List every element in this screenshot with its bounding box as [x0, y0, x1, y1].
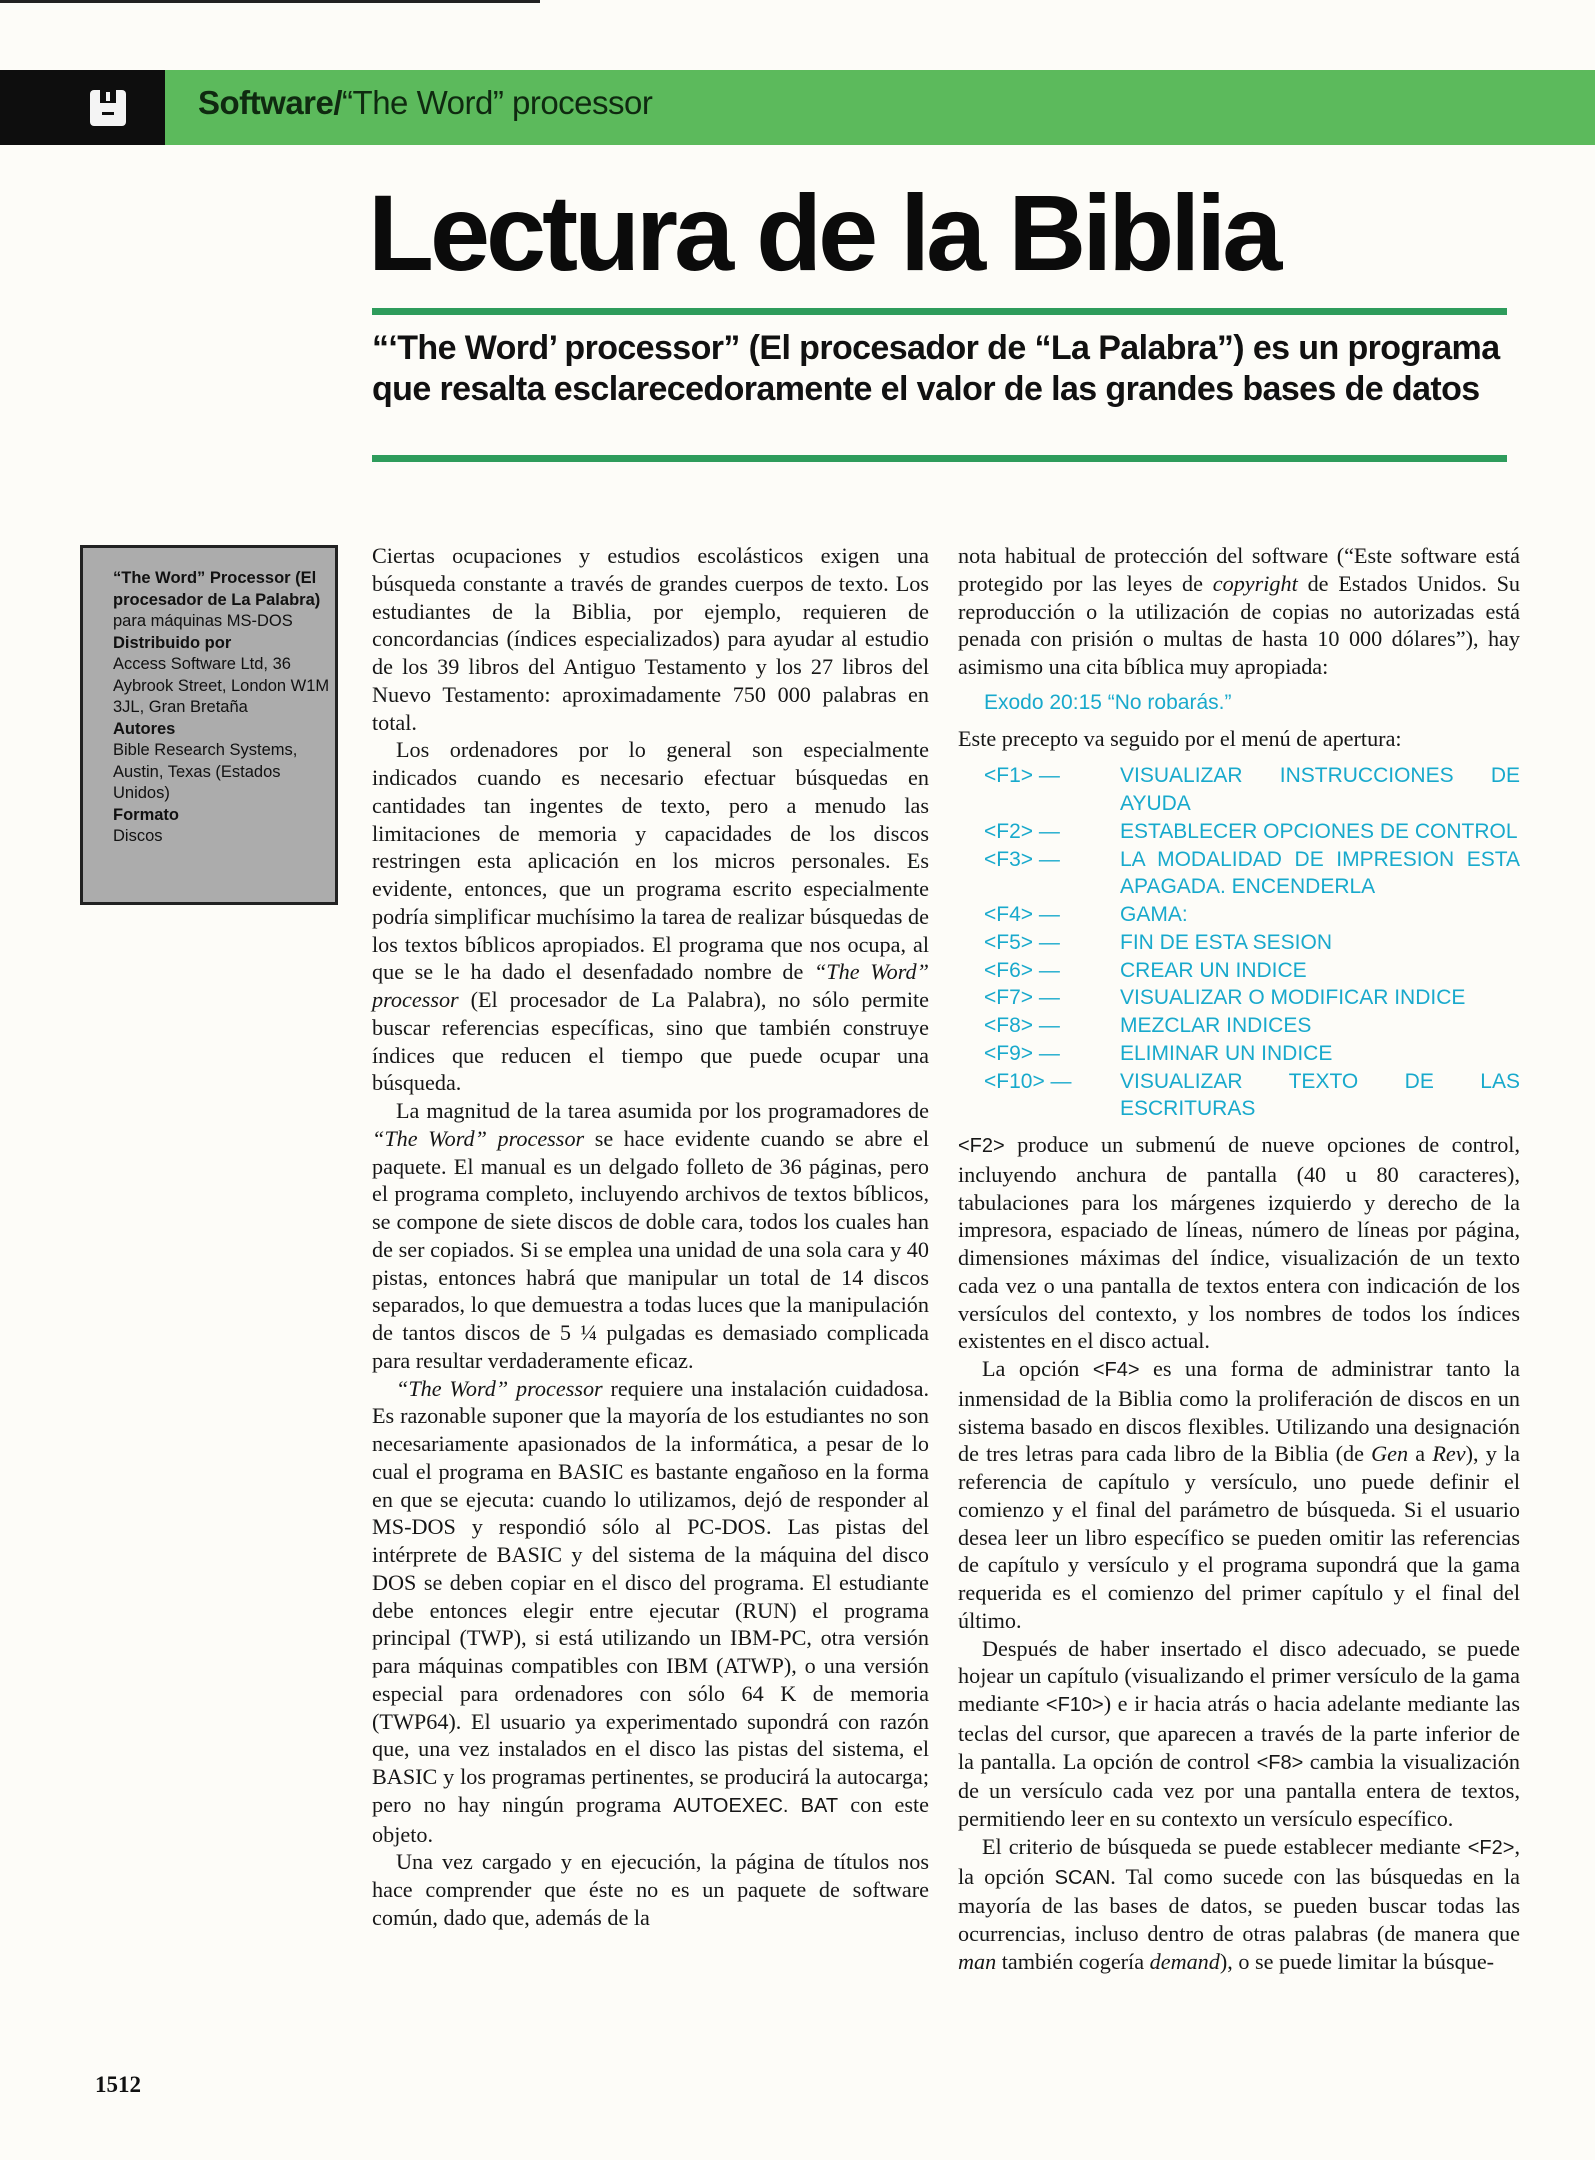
menu-item: <F10> — VISUALIZAR TEXTO DE LAS ESCRITURAS [984, 1069, 1520, 1121]
menu-item: <F4> — GAMA: [984, 903, 1188, 926]
format-value: Discos [113, 827, 163, 845]
authors-label: Autores [113, 719, 176, 738]
distributor-value: Access Software Ltd, 36 Aybrook Street, London W1M 3JL, Gran Bretaña [113, 655, 330, 716]
page-subtitle: “‘The Word’ processor” (El procesador de “La Palabra”) es un programa que resalta esclarecedoramente el valor de las grandes bases de datos [372, 329, 1500, 408]
floppy-disk-icon [88, 88, 128, 128]
menu-item: <F9> — ELIMINAR UN INDICE [984, 1041, 1333, 1065]
paragraph: El criterio de búsqueda se puede establecer mediante <F2>, la opción SCAN. Tal como sucede con las búsquedas en la mayoría de las bases de datos, se pueden buscar todas las ocurrencias, incluso dentro de otras palabras (de manera que man también cogería demand), o se puede limitar la búsque- [958, 1833, 1520, 1974]
menu-item: <F7> — VISUALIZAR O MODIFICAR INDICE [984, 986, 1466, 1010]
title-rule-top [372, 308, 1507, 315]
article-column-left [372, 542, 929, 1932]
page-number: 1512 [95, 2072, 141, 2097]
product-platform: para máquinas MS-DOS [113, 612, 293, 630]
section-product: “The Word” processor [342, 84, 653, 121]
article-column-right [958, 542, 1520, 1976]
paragraph: La magnitud de la tarea asumida por los programadores de “The Word” processor se hace evidente cuando se abre el paquete. El manual es un delgado folleto de 36 páginas, pero el programa completo, incluyendo archivos de textos bíblicos, se compone de siete discos de doble cara, todos los cuales han de ser copiados. Si se emplea una unidad de una sola cara y 40 pistas, entonces habrá que manipular un total de 14 discos separados, lo que demuestra a todas luces que la manipulación de tantos discos de 5 ¼ pulgadas es demasiado complicada para resultar verdaderamente eficaz. [372, 1098, 929, 1373]
paragraph: Este precepto va seguido por el menú de apertura: [958, 725, 1402, 751]
paragraph: Después de haber insertado el disco adecuado, se puede hojear un capítulo (visualizando el primer versículo de la gama mediante <F10>) e ir hacia atrás o hacia adelante mediante las teclas del cursor, que aparecen a través de la parte inferior de la pantalla. La opción de control <F8> cambia la visualización de un versículo cada vez por una pantalla entera de textos, permitiendo leer en su contexto un versículo específico. [958, 1635, 1520, 1831]
authors-value: Bible Research Systems, Austin, Texas (Estados Unidos) [113, 741, 298, 802]
paragraph: <F2> produce un submenú de nueve opciones de control, incluyendo anchura de pantalla (40 u 80 caracteres), tabulaciones para los márgenes izquierdo y derecho de la impresora, espaciado de líneas, número de líneas por página, dimensiones máximas del índice, visualización de un texto cada vez o una pantalla de textos entera con indicación de los versículos del contexto, y los nombres de todos los índices existentes en el disco actual. [958, 1132, 1520, 1354]
paragraph: “The Word” processor requiere una instalación cuidadosa. Es razonable suponer que la mayoría de los estudiantes no son necesariamente apasionados de la informática, a pesar de lo cual el programa en BASIC es bastante engañoso en la forma en que se ejecuta: cuando lo utilizamos, dejó de responder al MS-DOS y respondió sólo al PC-DOS. Las pistas del intérprete de BASIC y del sistema de la máquina del disco DOS se deben copiar en el disco del programa. El estudiante debe entonces elegir entre ejecutar (RUN) el programa principal (TWP), si está utilizando un IBM-PC, otra versión para máquinas compatibles con IBM (ATWP), o una versión especial para ordenadores con sólo 64 K de memoria (TWP64). El usuario ya experimentado supondrá con razón que, una vez instalados en el disco las pistas del sistema, el BASIC y los programas pertinentes, se producirá la autocarga; pero no hay ningún programa AUTOEXEC. BAT con este objeto. [372, 1375, 929, 1847]
paragraph: nota habitual de protección del software (“Este software está protegido por las leyes de copyright de Estados Unidos. Su reproducción o la utilización de copias no autorizadas está penada con prisión o multas de hasta 10 000 dólares”), hay asimismo una cita bíblica muy apropiada: [958, 543, 1521, 679]
menu-item: <F3> — LA MODALIDAD DE IMPRESION ESTA APAGADA. ENCENDERLA [984, 847, 1520, 899]
paragraph: Los ordenadores por lo general son especialmente indicados cuando es necesario efectuar búsquedas en cantidades tan ingentes de texto, pero a menudo las limitaciones de memoria y capacidades de los discos restringen esta aplicación en los micros personales. Es evidente, entonces, que un programa escrito especialmente podría simplificar muchísimo la tarea de realizar búsquedas de los textos bíblicos apropiados. El programa que nos ocupa, al que se le ha dado el desenfadado nombre de “The Word” processor (El procesador de La Palabra), no sólo permite buscar referencias específicas, sino que también construye índices que reducen el tiempo que puede ocupar una búsqueda. [372, 737, 929, 1096]
menu-item: <F6> — CREAR UN INDICE [984, 958, 1307, 982]
menu-item: <F8> — MEZCLAR INDICES [984, 1014, 1312, 1037]
section-header [198, 84, 652, 122]
page-title: Lectura de la Biblia [368, 172, 1279, 293]
paragraph: La opción <F4> es una forma de administrar tanto la inmensidad de la Biblia como la proliferación de discos en un sistema basado en discos flexibles. Utilizando una designación de tres letras para cada libro de la Biblia (de Gen a Rev), y la referencia de capítulo y versículo, uno puede definir el comienzo y el final del parámetro de búsqueda. Si el usuario desea leer un libro específico se pueden omitir las referencias de capítulo y versículo y el programa supondrá que la gama requerida es el comienzo del primer capítulo y el final del último. [958, 1356, 1521, 1633]
product-info-box [80, 545, 338, 905]
section-header-tab [0, 70, 165, 145]
top-rule [0, 0, 540, 3]
screen-quote: Exodo 20:15 “No robarás.” [984, 690, 1232, 714]
menu-item: <F1> — VISUALIZAR INSTRUCCIONES DE AYUDA [984, 764, 1520, 815]
paragraph: Ciertas ocupaciones y estudios escolásticos exigen una búsqueda constante a través de grandes cuerpos de texto. Los estudiantes de la Biblia, por ejemplo, requieren de concordancias (índices especializados) para ayudar al estudio de los 39 libros del Antiguo Testamento y los 27 libros del Nuevo Testamento: aproximadamente 750 000 palabras en total. [372, 543, 929, 735]
paragraph: Una vez cargado y en ejecución, la página de títulos nos hace comprender que éste no es un paquete de software común, dado que, además de la [372, 1849, 929, 1930]
menu-item: <F2> — ESTABLECER OPCIONES DE CONTROL [984, 819, 1518, 843]
opening-menu [984, 762, 1520, 1123]
title-rule-bottom [372, 455, 1507, 462]
distributor-label: Distribuido por [113, 633, 232, 652]
section-label: Software/ [198, 84, 343, 121]
format-label: Formato [113, 805, 179, 824]
menu-item: <F5> — FIN DE ESTA SESION [984, 930, 1332, 954]
product-name: “The Word” Processor (El procesador de La Palabra) [113, 569, 321, 609]
